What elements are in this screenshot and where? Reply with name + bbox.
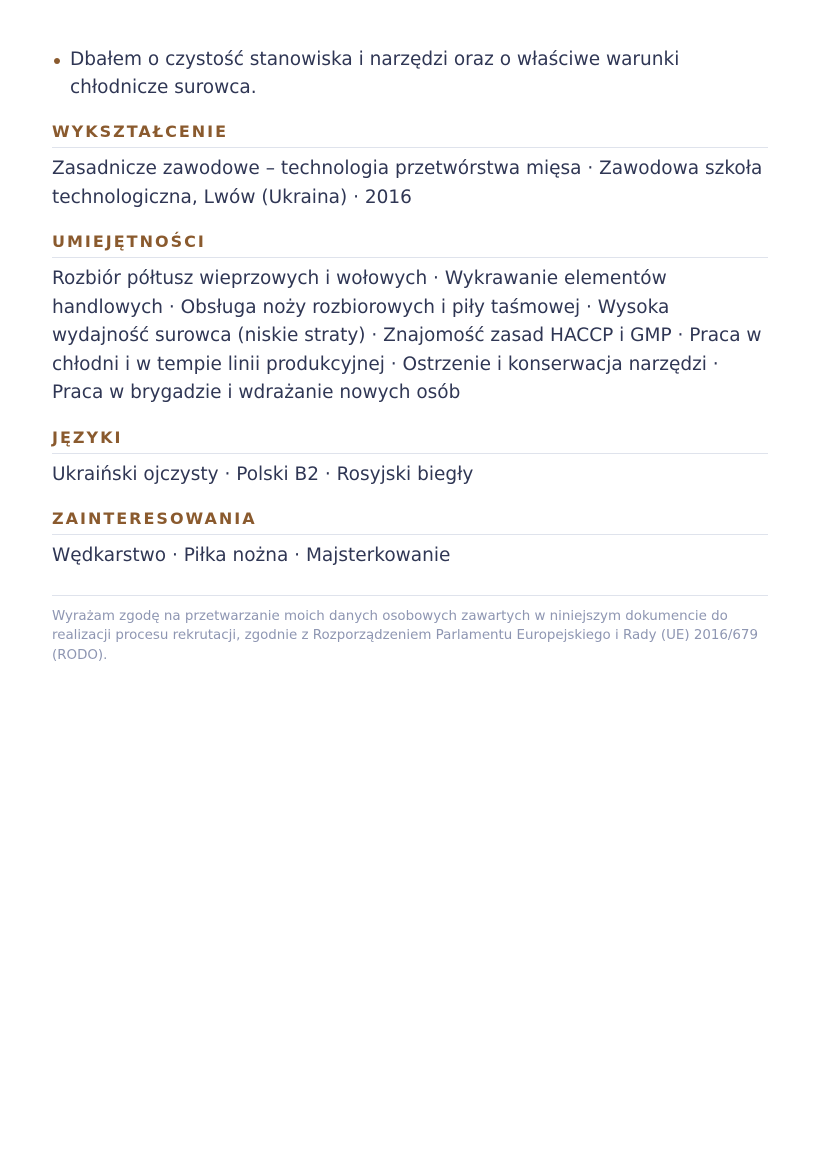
education-text: Zasadnicze zawodowe – technologia przetwórstwa mięsa · Zawodowa szkoła technologiczna, Lwów (Ukraina) · 2016 <box>52 158 763 208</box>
languages-text: Ukraiński ojczysty · Polski B2 · Rosyjski biegły <box>52 463 474 485</box>
experience-bullet-list <box>52 46 768 102</box>
resume-page <box>52 46 768 678</box>
interests-text: Wędkarstwo · Piłka nożna · Majsterkowanie <box>52 545 451 566</box>
gdpr-consent-clause: Wyrażam zgodę na przetwarzanie moich danych osobowych zawartych w niniejszym dokumencie do realizacji procesu rekrutacji, zgodnie z Rozporządzeniem Parlamentu Europejskiego i Rady (UE) 2016/679 (RODO). <box>52 608 758 663</box>
education-section <box>52 122 768 212</box>
experience-bullet-text: Dbałem o czystość stanowiska i narzędzi oraz o właściwe warunki chłodnicze surowca. <box>70 49 680 98</box>
interests-section <box>52 509 768 571</box>
languages-heading: JĘZYKI <box>52 428 768 454</box>
consent-divider <box>52 595 768 596</box>
bullet-dot-icon <box>54 58 60 64</box>
languages-section <box>52 428 768 490</box>
skills-heading: UMIEJĘTNOŚCI <box>52 232 768 258</box>
education-heading: WYKSZTAŁCENIE <box>52 122 768 148</box>
skills-text: Rozbiór półtusz wieprzowych i wołowych · Wykrawanie elementów handlowych · Obsługa noży rozbiorowych i piły taśmowej · Wysoka wydajność surowca (niskie straty) · Znajomość zasad HACCP i GMP · Praca w chłodni i w tempie linii produkcyjnej · Ostrzenie i konserwacja narzędzi · Praca w brygadzie i wdrażanie nowych osób <box>52 268 762 403</box>
experience-bullet <box>52 46 768 102</box>
interests-heading: ZAINTERESOWANIA <box>52 509 768 535</box>
skills-section <box>52 232 768 408</box>
